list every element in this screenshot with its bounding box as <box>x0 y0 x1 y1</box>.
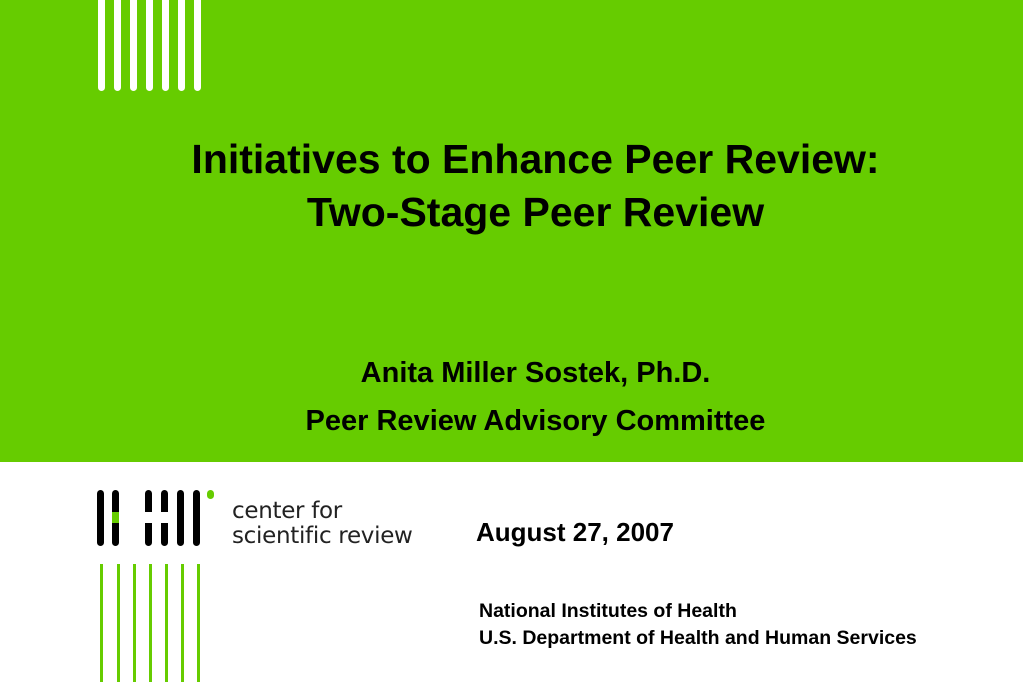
organization-block <box>479 598 917 652</box>
presentation-date: August 27, 2007 <box>476 517 674 547</box>
logo-wordmark <box>232 499 413 549</box>
decorative-bar <box>194 0 201 91</box>
decorative-bar <box>98 0 105 91</box>
presenter-block <box>0 349 1023 445</box>
logo-text-line-1: center for <box>232 498 342 524</box>
slide-title <box>0 133 1023 239</box>
decorative-bar <box>162 0 169 91</box>
title-line-1: Initiatives to Enhance Peer Review: <box>191 136 880 182</box>
decorative-bar <box>114 0 121 91</box>
org-line-2: U.S. Department of Health and Human Services <box>479 627 917 649</box>
org-line-1: National Institutes of Health <box>479 600 737 622</box>
decorative-bar <box>178 0 185 91</box>
logo-text-line-2: scientific review <box>232 523 413 549</box>
title-line-2: Two-Stage Peer Review <box>306 189 765 235</box>
presenter-affiliation: Peer Review Advisory Committee <box>305 405 766 437</box>
presenter-name: Anita Miller Sostek, Ph.D. <box>360 357 711 389</box>
decorative-bars <box>98 0 202 92</box>
decorative-bar <box>146 0 153 91</box>
csr-logo <box>97 488 427 682</box>
decorative-bar <box>130 0 137 91</box>
